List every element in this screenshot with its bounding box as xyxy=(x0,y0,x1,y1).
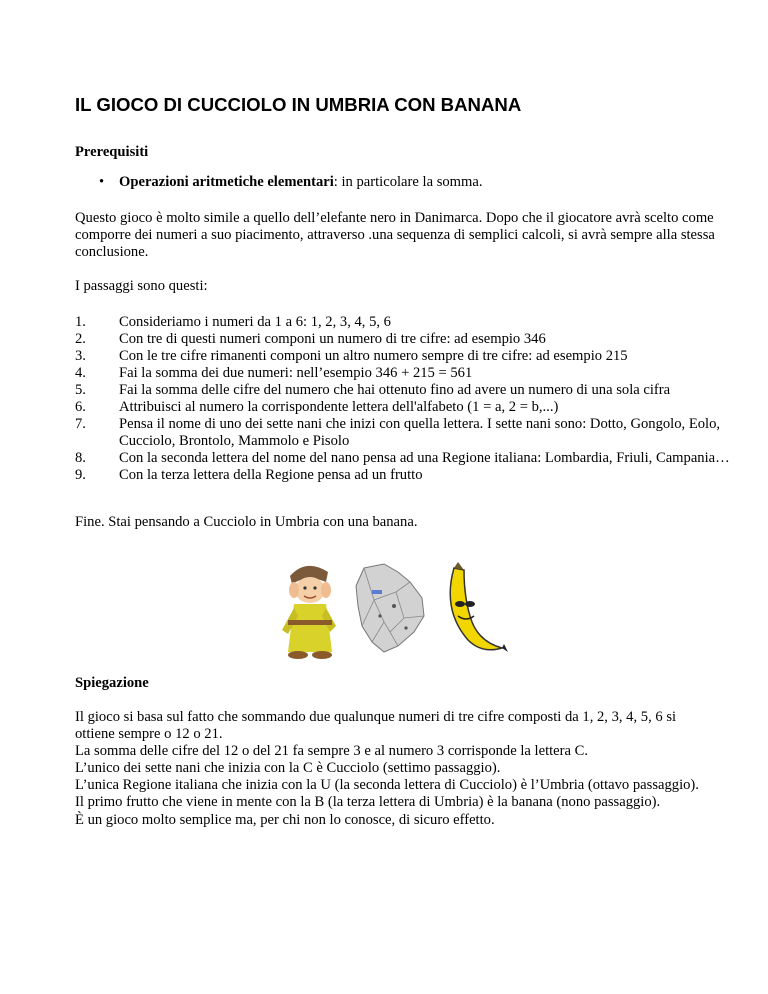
step-text: Con la seconda lettera del nome del nano pensa ad una Regione italiana: Lombardia, Friuli, Campania… xyxy=(119,450,730,466)
list-item xyxy=(75,174,483,191)
explanation-line: Il gioco si basa sul fatto che sommando due qualunque numeri di tre cifre composti da 1, 2, 3, 4, 5, 6 si ottiene sempre o 12 o 21. xyxy=(75,709,677,742)
step-number: 2. xyxy=(75,331,86,347)
banana-illustration xyxy=(438,560,510,660)
list-item xyxy=(75,467,735,484)
step-number: 7. xyxy=(75,416,86,432)
bullet-icon: • xyxy=(99,174,105,190)
step-number: 9. xyxy=(75,467,86,483)
step-number: 8. xyxy=(75,450,86,466)
step-text: Con tre di questi numeri componi un numero di tre cifre: ad esempio 346 xyxy=(119,331,546,347)
step-number: 6. xyxy=(75,399,86,415)
step-text: Fai la somma delle cifre del numero che hai ottenuto fino ad avere un numero di una sola cifra xyxy=(119,382,671,398)
prereq-heading: Prerequisiti xyxy=(75,144,149,160)
list-item xyxy=(75,382,735,399)
step-number: 1. xyxy=(75,314,86,330)
list-item xyxy=(75,348,735,365)
explanation-heading: Spiegazione xyxy=(75,675,149,691)
dwarf-illustration xyxy=(270,560,348,660)
conclusion: Fine. Stai pensando a Cucciolo in Umbria con una banana. xyxy=(75,514,418,530)
prereq-bold: Operazioni aritmetiche elementari xyxy=(119,174,334,190)
steps-intro: I passaggi sono questi: xyxy=(75,278,208,294)
steps-list xyxy=(75,314,735,484)
list-item xyxy=(75,450,735,467)
step-text: Consideriamo i numeri da 1 a 6: 1, 2, 3, 4, 5, 6 xyxy=(119,314,391,330)
document-title: IL GIOCO DI CUCCIOLO IN UMBRIA CON BANANA xyxy=(75,94,522,115)
step-number: 4. xyxy=(75,365,86,381)
list-item xyxy=(75,331,735,348)
list-item xyxy=(75,399,735,416)
list-item xyxy=(75,365,735,382)
explanation-line: Il primo frutto che viene in mente con la B (la terza lettera di Umbria) è la banana (nono passaggio). xyxy=(75,794,661,810)
step-text: Fai la somma dei due numeri: nell’esempio 346 + 215 = 561 xyxy=(119,365,473,381)
step-text: Con le tre cifre rimanenti componi un altro numero sempre di tre cifre: ad esempio 215 xyxy=(119,348,628,364)
explanation-line: L’unica Regione italiana che inizia con la U (la seconda lettera di Cucciolo) è l’Umbria (ottavo passaggio). xyxy=(75,777,699,793)
list-item xyxy=(75,416,735,450)
prereq-list xyxy=(75,174,483,191)
prereq-rest: : in particolare la somma. xyxy=(333,174,483,190)
illustrations xyxy=(270,560,510,660)
step-number: 3. xyxy=(75,348,86,364)
final-paragraph: È un gioco molto semplice ma, per chi non lo conosce, di sicuro effetto. xyxy=(75,812,495,828)
explanation-line: La somma delle cifre del 12 o del 21 fa sempre 3 e al numero 3 corrisponde la lettera C. xyxy=(75,743,589,759)
umbria-map-illustration xyxy=(350,560,432,660)
intro-paragraph: Questo gioco è molto simile a quello dell’elefante nero in Danimarca. Dopo che il giocatore avrà scelto come comporre dei numeri a suo piacimento, attraverso .una sequenza di semplici calcoli, si avrà sempre alla stessa conclusione. xyxy=(75,210,715,260)
explanation-block xyxy=(75,709,715,811)
step-text: Attribuisci al numero la corrispondente lettera dell'alfabeto (1 = a, 2 = b,...) xyxy=(119,399,559,415)
explanation-line: L’unico dei sette nani che inizia con la C è Cucciolo (settimo passaggio). xyxy=(75,760,501,776)
step-number: 5. xyxy=(75,382,86,398)
step-text: Pensa il nome di uno dei sette nani che inizi con quella lettera. I sette nani sono: Dotto, Gongolo, Eolo, Cucciolo, Brontolo, Mammolo e Pisolo xyxy=(119,416,721,449)
list-item xyxy=(75,314,735,331)
step-text: Con la terza lettera della Regione pensa ad un frutto xyxy=(119,467,423,483)
